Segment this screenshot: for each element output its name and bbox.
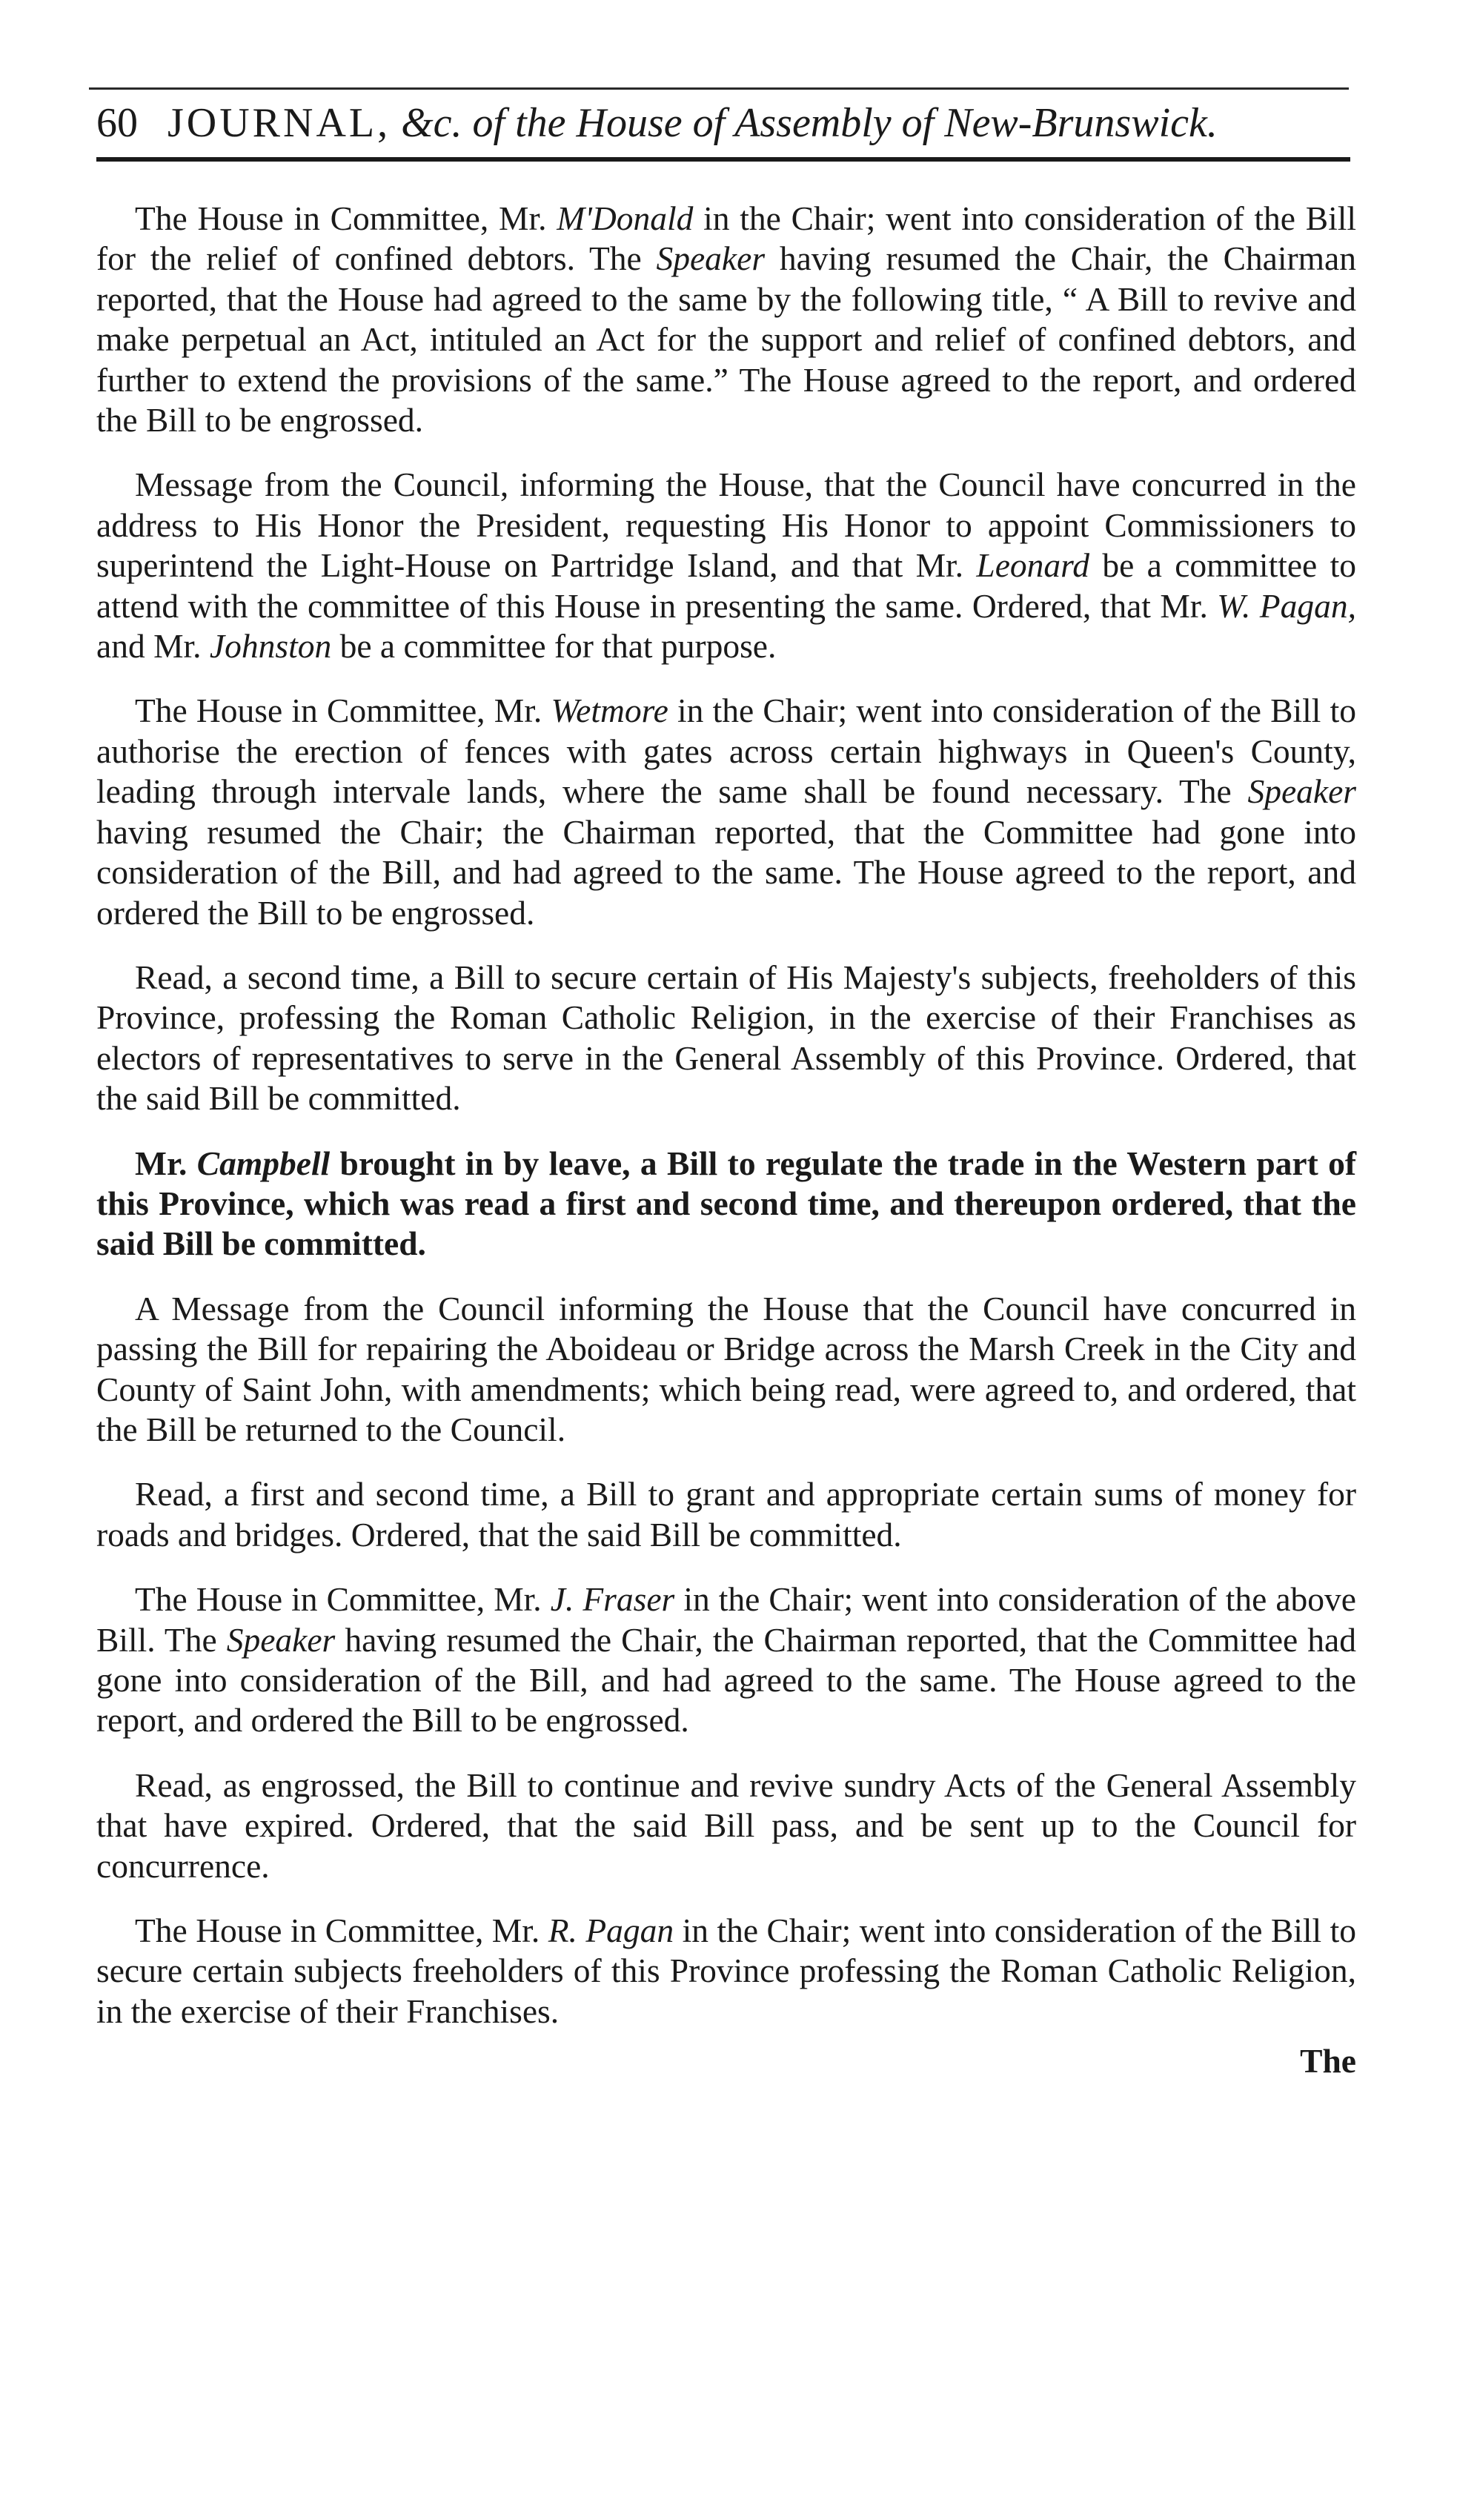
text-run: in the Chair; went into consideration of the Bill to authorise the erection of fences with gates across certain highways in Queen's County, leading through intervale lands, where the same shall be found necessary. The (96, 692, 1357, 811)
catchword: The (1300, 2042, 1356, 2080)
text-run: The House in Committee, Mr. (135, 1911, 548, 1950)
text-run: having resumed the Chair, the Chairman reported, that the Committee had gone into consideration of the Bill, and had agreed to the same. The House agreed to the report, and ordered the Bill to be engrossed. (96, 1620, 1356, 1740)
journal-paragraph (96, 1144, 1356, 1264)
text-run: brought in by leave, a Bill to regulate the trade in the Western part of this Province, which was read a first and second time, and thereupon ordered, that the said Bill be committed. (96, 1144, 1356, 1263)
text-run: in the Chair; went into consideration of the Bill to secure certain subjects freeholders of this Province professing the Roman Catholic Religion, in the exercise of their Franchises. (96, 1911, 1357, 2030)
text-run: Read, a first and second time, a Bill to grant and appropriate certain sums of money for roads and bridges. Ordered, that the said Bill be committed. (96, 1475, 1356, 1554)
text-run: Read, a second time, a Bill to secure certain of His Majesty's subjects, freeholders of this Province, professing the Roman Catholic Religion, in the exercise of their Franchises as electors of representatives to serve in the General Assembly of this Province. Ordered, that the said Bill be committed. (96, 958, 1356, 1118)
text-run: in the Chair; went into consideration of the Bill for the relief of confined debtors. The (96, 199, 1357, 278)
text-run: The House in Committee, Mr. (135, 199, 557, 237)
text-run: be a committee for that purpose. (331, 627, 777, 666)
italic-name: J. Fraser (550, 1580, 675, 1619)
journal-word: JOURNAL, (167, 100, 391, 146)
italic-name: Campbell (196, 1144, 331, 1182)
top-rule (89, 87, 1349, 90)
text-run: having resumed the Chair, the Chairman reported, that the House had agreed to the same by the following title, “ A Bill to revive and make perpetual an Act, intituled an Act for the support and relief of confined debtors, and further to extend the provisions of the same.” The House agreed to the report, and ordered the Bill to be engrossed. (96, 239, 1356, 440)
text-run: A Message from the Council informing the House that the Council have concurred in passing the Bill for repairing the Aboideau or Bridge across the Marsh Creek in the City and County of Saint John, with amendments; which being read, were agreed to, and ordered, that the Bill be returned to the Council. (96, 1289, 1356, 1448)
italic-name: W. Pagan, (1217, 586, 1356, 625)
italic-name: Speaker (656, 239, 766, 278)
journal-paragraph (96, 1474, 1356, 1555)
text-run: The House in Committee, Mr. (135, 692, 551, 730)
page-header (96, 93, 1349, 153)
text-run: Message from the Council, informing the House, that the Council have concurred in the address to His Honor the President, requesting His Honor to appoint Commissioners to superintend the Light-House on Partridge Island, and that Mr. (96, 465, 1356, 585)
text-run: The House in Committee, Mr. (135, 1580, 551, 1619)
text-run: Read, as engrossed, the Bill to continue and revive sundry Acts of the General Assembly that have expired. Ordered, that the said Bill pass, and be sent up to the Council for concurrence. (96, 1765, 1356, 1885)
journal-paragraph (96, 1911, 1356, 2032)
text-run: having resumed the Chair; the Chairman reported, that the Committee had gone into consideration of the Bill, and had agreed to the same. The House agreed to the report, and ordered the Bill to be engrossed. (96, 812, 1356, 932)
journal-paragraph (96, 465, 1356, 666)
journal-paragraph (96, 1289, 1356, 1450)
journal-paragraph (96, 1765, 1356, 1886)
italic-name: Speaker (1247, 772, 1356, 811)
journal-paragraph (96, 691, 1356, 932)
text-run: in the Chair; went into consideration of the above Bill. The (96, 1580, 1356, 1659)
text-run: be a committee to attend with the committee of this House in presenting the same. Ordered, that Mr. (96, 546, 1356, 625)
italic-name: M'Donald (557, 199, 694, 237)
journal-paragraph (96, 958, 1356, 1119)
journal-paragraph (96, 1579, 1356, 1741)
header-rule (96, 157, 1350, 162)
italic-name: Speaker (226, 1620, 336, 1659)
text-run: Mr. (135, 1144, 197, 1182)
header-title: of the House of Assembly of New-Brunswick. (472, 100, 1218, 146)
journal-body (96, 199, 1356, 2082)
italic-name: Leonard (976, 546, 1089, 585)
page-number: 60 (96, 100, 138, 146)
italic-name: R. Pagan (548, 1911, 674, 1950)
journal-paragraph (96, 199, 1356, 440)
italic-name: Wetmore (551, 692, 668, 730)
text-run: and Mr. (96, 627, 210, 666)
etc-abbrev: &c. (401, 100, 462, 146)
italic-name: Johnston (209, 627, 332, 666)
